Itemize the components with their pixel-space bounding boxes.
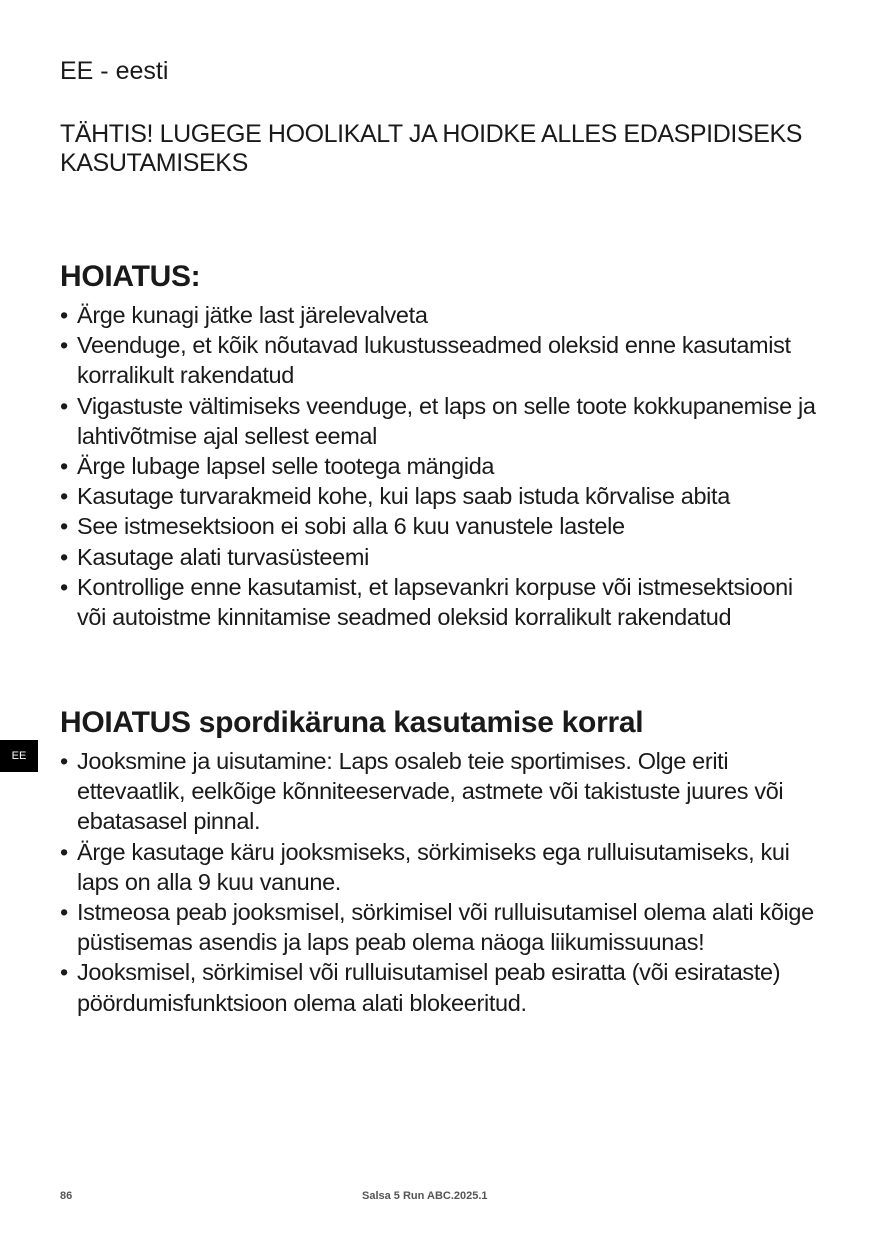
bullet-icon: • [60, 748, 68, 774]
product-code: Salsa 5 Run ABC.2025.1 [362, 1190, 488, 1202]
warning-section-sport-stroller [60, 704, 820, 1018]
bullet-icon: • [60, 543, 68, 570]
warning-list [60, 746, 820, 1018]
list-item: • Jooksmine ja uisutamine: Laps osaleb teie sportimises. Olge eriti ettevaatlik, eelkõige kõnniteeservade, astmete või takistuste juures või ebatasasel pinnal. [60, 748, 784, 835]
list-item: • Kasutage alati turvasüsteemi [60, 542, 820, 572]
list-item: • Ärge kunagi jätke last järelevalveta [60, 300, 820, 330]
list-item: • Istmeosa peab jooksmisel, sörkimisel või rulluisutamisel olema alati kõige püstisemas asendis ja laps peab olema näoga liikumissuunas! [60, 899, 814, 956]
warning-list [60, 300, 820, 632]
important-notice: TÄHTIS! LUGEGE HOOLIKALT JA HOIDKE ALLES EDASPIDISEKS KASUTAMISEKS [60, 120, 803, 177]
language-side-tab: EE [0, 740, 38, 772]
bullet-icon: • [60, 302, 68, 328]
list-item: • Vigastuste vältimiseks veenduge, et laps on selle toote kokkupanemise ja lahtivõtmise ajal sellest eemal [60, 392, 816, 449]
language-heading: EE - eesti [60, 57, 169, 85]
bullet-icon: • [60, 838, 68, 865]
list-item: • See istmesektsioon ei sobi alla 6 kuu vanustele lastele [60, 511, 820, 541]
section-title: HOIATUS: [60, 260, 201, 293]
list-item: • Kontrollige enne kasutamist, et lapsevankri korpuse või istmesektsiooni või autoistme kinnitamise seadmed oleksid korralikult rakendatud [60, 573, 793, 631]
list-item: • Ärge kasutage käru jooksmiseks, sörkimiseks ega rulluisutamiseks, kui laps on alla 9 kuu vanune. [60, 838, 790, 895]
bullet-icon: • [60, 573, 68, 600]
bullet-icon: • [60, 332, 68, 359]
bullet-icon: • [60, 483, 68, 510]
page-number: 86 [60, 1190, 73, 1202]
bullet-icon: • [60, 453, 68, 480]
bullet-icon: • [60, 392, 68, 419]
bullet-icon: • [60, 513, 68, 540]
list-item: • Ärge lubage lapsel selle tootega mängida [60, 451, 820, 481]
list-item: • Veenduge, et kõik nõutavad lukustusseadmed oleksid enne kasutamist korralikult rakendatud [60, 332, 791, 389]
list-item: • Kasutage turvarakmeid kohe, kui laps saab istuda kõrvalise abita [60, 481, 820, 511]
bullet-icon: • [60, 959, 68, 986]
warning-section-general [60, 258, 820, 632]
bullet-icon: • [60, 899, 68, 926]
list-item: • Jooksmisel, sörkimisel või rulluisutamisel peab esiratta (või esirataste) pöördumisfunktsioon olema alati blokeeritud. [60, 959, 781, 1016]
section-title: HOIATUS spordikäruna kasutamise korral [60, 706, 644, 739]
